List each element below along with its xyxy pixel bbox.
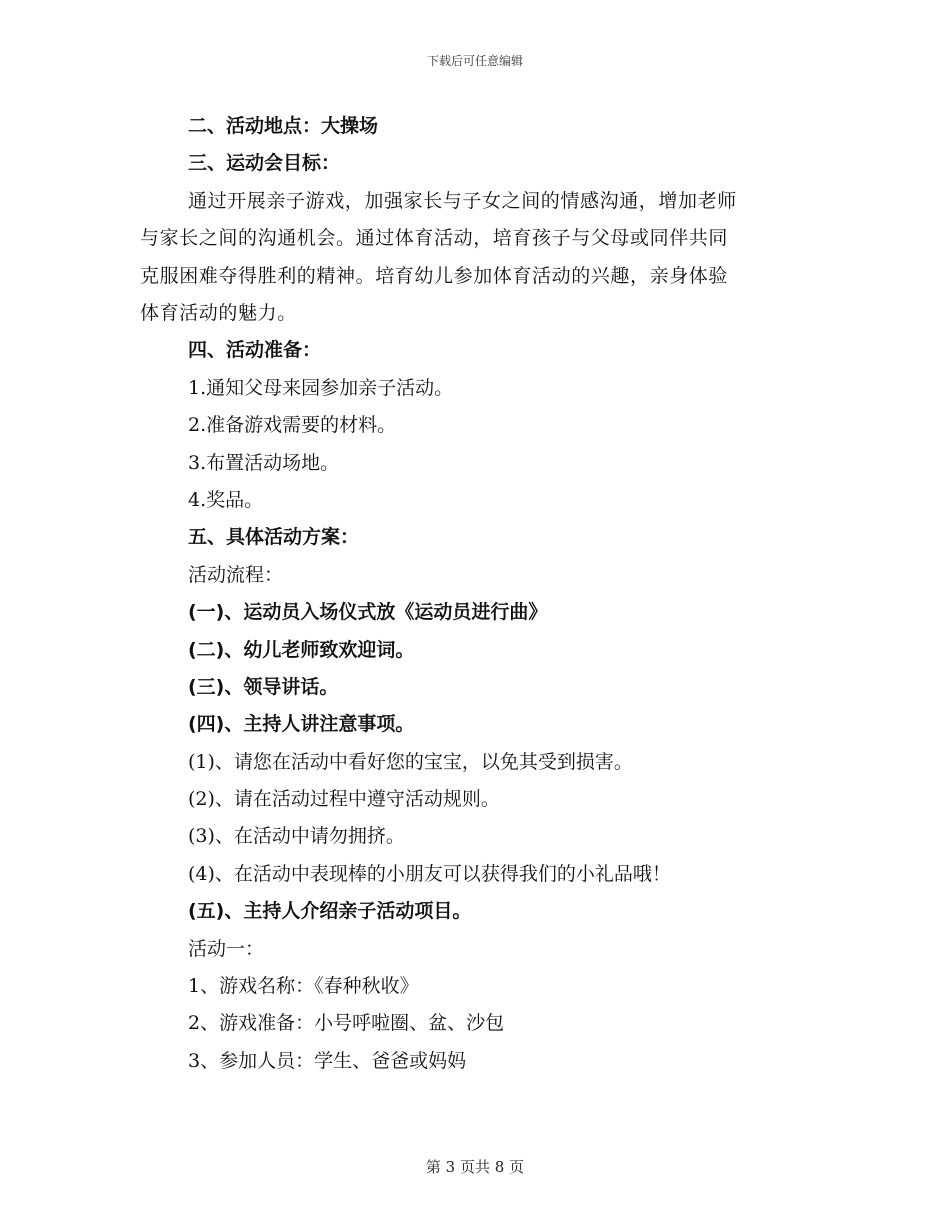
section-heading-plan: 五、具体活动方案：	[188, 526, 360, 549]
section-heading-goals: 三、运动会目标：	[188, 152, 341, 175]
page-header: 下载后可任意编辑	[426, 54, 523, 68]
flow-item: (一)、运动员入场仪式放《运动员进行曲》	[188, 601, 548, 624]
paragraph-line: 克服困难夺得胜利的精神。培育幼儿参加体育活动的兴趣，亲身体验	[140, 264, 729, 287]
notice-item: (2)、请在活动过程中遵守活动规则。	[188, 788, 500, 811]
flow-label: 活动流程：	[188, 563, 284, 586]
list-item: 2.准备游戏需要的材料。	[188, 414, 397, 437]
document-body	[140, 108, 800, 1080]
activity-item: 1、游戏名称：《春种秋收》	[188, 975, 419, 998]
notice-item: (4)、在活动中表现棒的小朋友可以获得我们的小礼品哦！	[188, 862, 671, 885]
paragraph-line: 与家长之间的沟通机会。通过体育活动，培育孩子与父母或同伴共同	[140, 227, 729, 250]
section-heading-preparation: 四、活动准备：	[188, 339, 322, 362]
flow-item: (二)、幼儿老师致欢迎词。	[188, 638, 415, 661]
page-number: 第 3 页共 8 页	[425, 1158, 525, 1176]
activity-label: 活动一：	[188, 937, 265, 960]
paragraph-line: 体育活动的魅力。	[140, 302, 297, 324]
activity-item: 3、参加人员：学生、爸爸或妈妈	[188, 1049, 467, 1072]
paragraph-line: 通过开展亲子游戏，加强家长与子女之间的情感沟通，增加老师	[188, 189, 737, 212]
section-heading-location: 二、活动地点：大操场	[188, 115, 379, 137]
list-item: 4.奖品。	[188, 488, 264, 511]
notice-item: (1)、请您在活动中看好您的宝宝，以免其受到损害。	[188, 750, 633, 773]
flow-item: (五)、主持人介绍亲子活动项目。	[188, 900, 472, 923]
goals-paragraph	[140, 183, 800, 333]
list-item: 1.通知父母来园参加亲子活动。	[188, 376, 454, 399]
notice-item: (3)、在活动中请勿拥挤。	[188, 825, 405, 848]
activity-item: 2、游戏准备：小号呼啦圈、盆、沙包	[188, 1012, 505, 1035]
flow-item: (四)、主持人讲注意事项。	[188, 713, 415, 736]
flow-item: (三)、领导讲话。	[188, 675, 339, 698]
list-item: 3.布置活动场地。	[188, 451, 340, 474]
